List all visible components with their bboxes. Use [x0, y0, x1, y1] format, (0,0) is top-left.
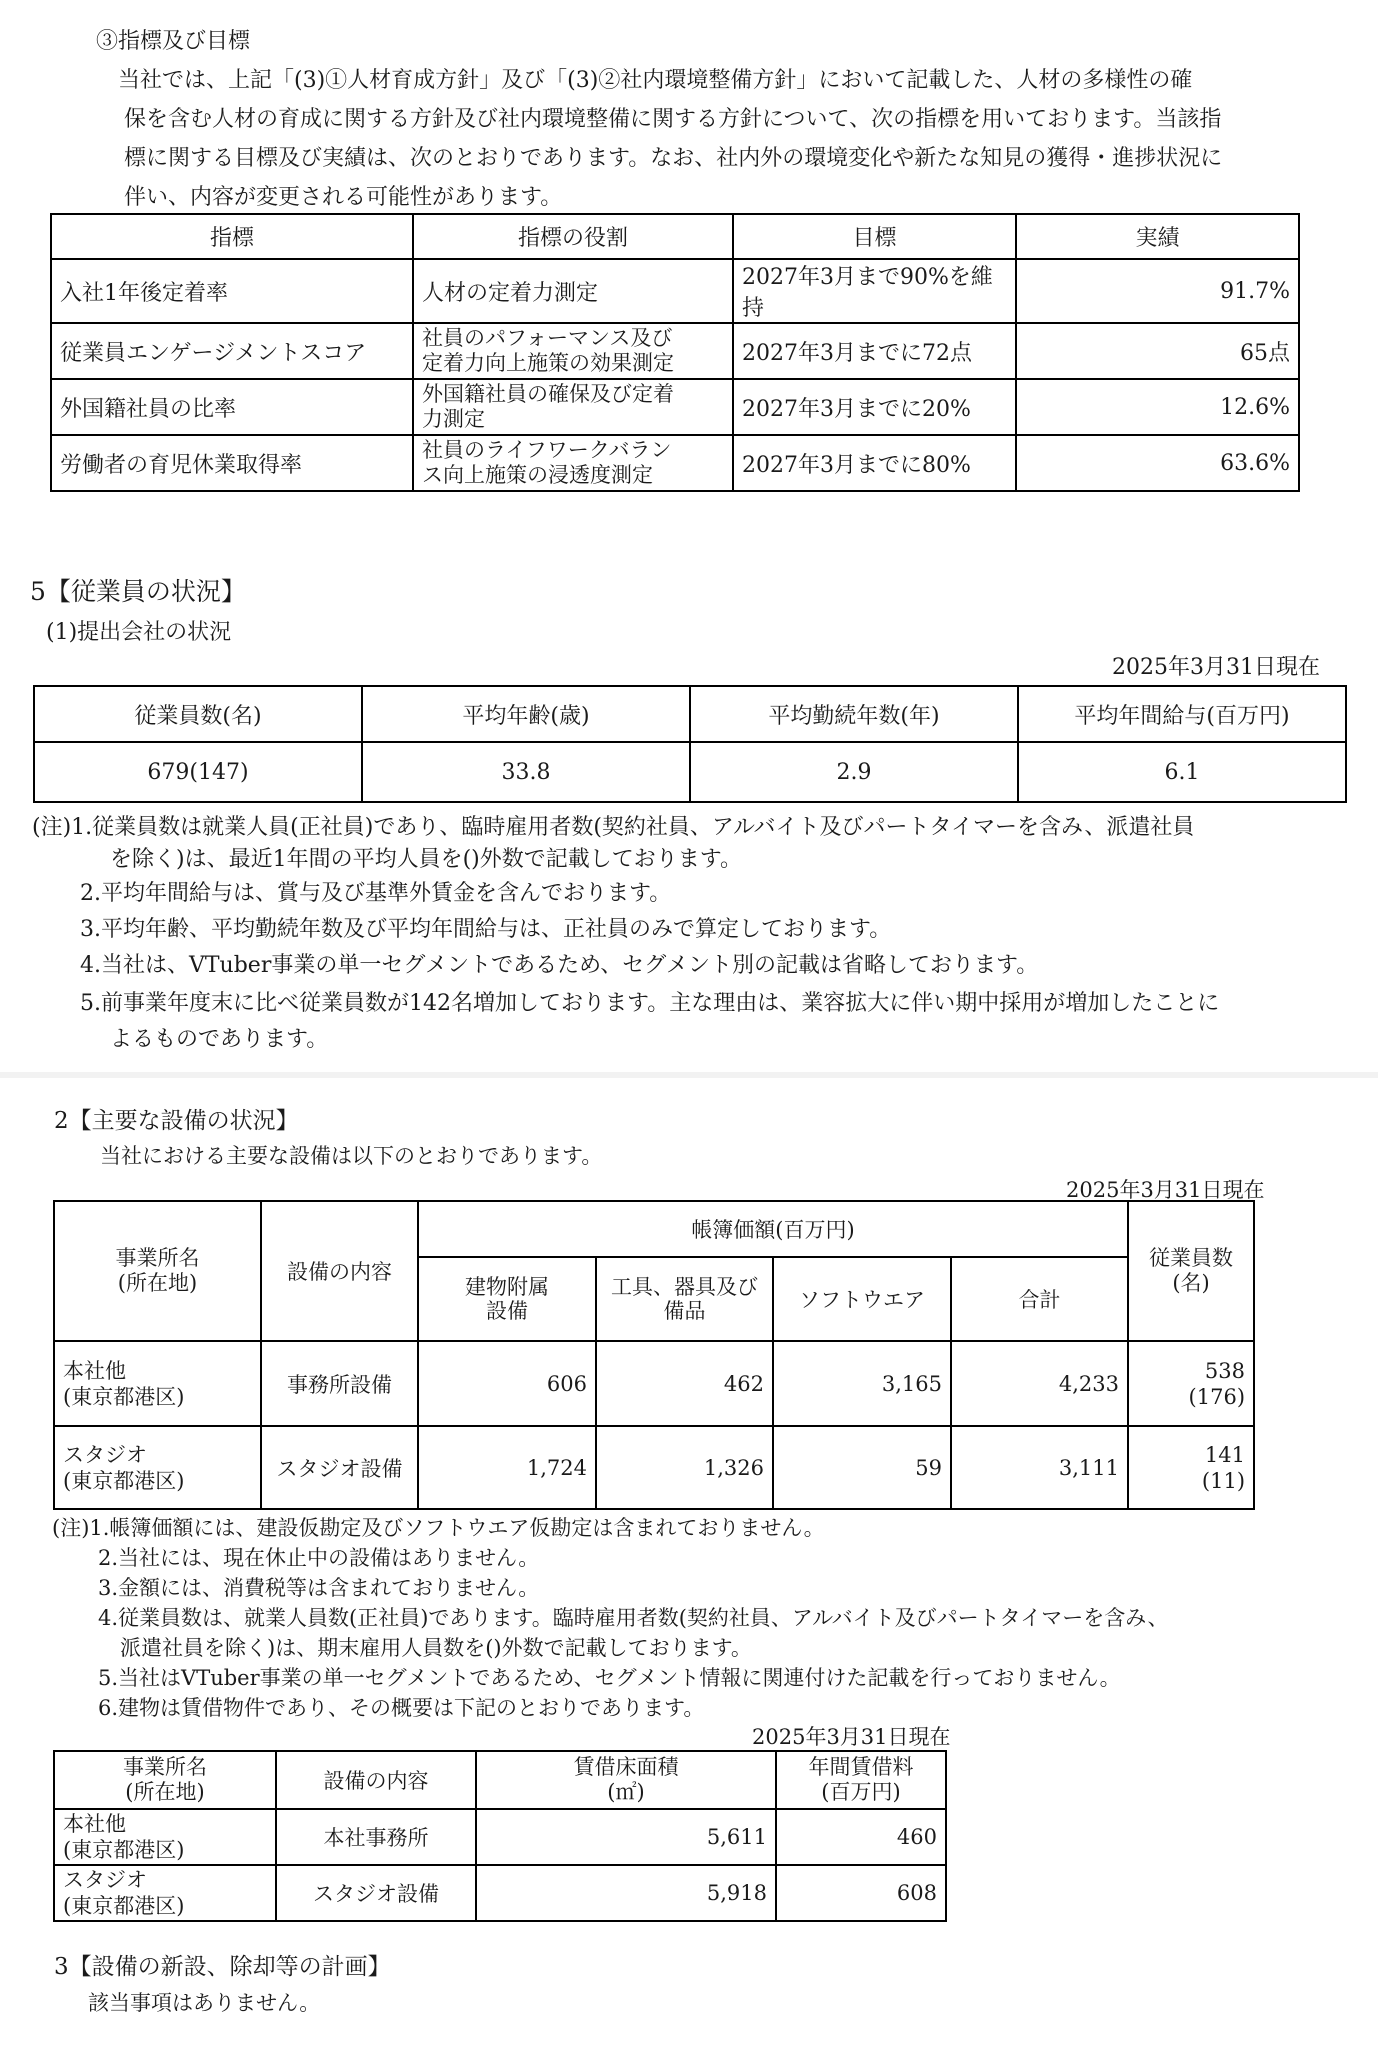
actual-cell: 63.6%: [1016, 435, 1299, 491]
office-cell: [54, 1341, 261, 1426]
header-line: (名): [1172, 1271, 1210, 1295]
lease-table: [53, 1750, 947, 1922]
table-header-row: [54, 1751, 946, 1809]
software-cell: 3,165: [773, 1341, 951, 1426]
note-line: 4.従業員数は、就業人員数(正社員)であります。臨時雇用者数(契約社員、アルバイト及びパートタイマーを含み、: [98, 1606, 1169, 1630]
header-line: 事業所名: [123, 1755, 207, 1779]
employee-cell: [1128, 1341, 1254, 1426]
header-cell: 設備の内容: [276, 1751, 476, 1809]
table-row: [51, 435, 1299, 491]
as-of-date: 2025年3月31日現在: [1112, 655, 1320, 680]
table-header-row: [51, 214, 1299, 259]
office-line: スタジオ: [63, 1442, 147, 1467]
header-line: 備品: [663, 1299, 706, 1323]
header-line: 賃借床面積: [573, 1755, 679, 1779]
header-cell: [476, 1751, 776, 1809]
role-cell: [413, 435, 733, 491]
paragraph-line: 保を含む人材の育成に関する方針及び社内環境整備に関する方針について、次の指標を用いております。当該指: [124, 107, 1222, 132]
table-row: [51, 259, 1299, 323]
employee-line: 141: [1204, 1442, 1246, 1467]
table-header-row: [34, 686, 1346, 742]
target-cell: 2027年3月まで90%を維持: [733, 259, 1016, 323]
rent-cell: 608: [776, 1865, 946, 1921]
intro-text: 当社における主要な設備は以下のとおりであります。: [100, 1144, 603, 1168]
tools-cell: 1,326: [596, 1426, 773, 1509]
office-line: (東京都港区): [63, 1838, 185, 1862]
table-header-row: [54, 1201, 1254, 1257]
header-cell: 指標の役割: [413, 214, 733, 259]
header-cell: 指標: [51, 214, 413, 259]
table-row: [51, 323, 1299, 379]
paragraph-line: 標に関する目標及び実績は、次のとおりであります。なお、社内外の環境変化や新たな知見の獲得・進捗状況に: [124, 146, 1223, 171]
note-line: 3.平均年齢、平均勤続年数及び平均年間給与は、正社員のみで算定しております。: [80, 917, 892, 942]
header-cell: 目標: [733, 214, 1016, 259]
metric-cell: 従業員エンゲージメントスコア: [51, 323, 413, 379]
rent-cell: 460: [776, 1809, 946, 1865]
content-cell: 本社事務所: [276, 1809, 476, 1865]
average-salary-cell: 6.1: [1018, 742, 1346, 802]
tools-cell: 462: [596, 1341, 773, 1426]
header-cell: ソフトウエア: [773, 1257, 951, 1341]
office-line: (東京都港区): [63, 1468, 185, 1493]
header-cell: 従業員数(名): [34, 686, 362, 742]
note-line: よるものであります。: [110, 1027, 329, 1052]
paragraph-line: 当社では、上記「(3)①人材育成方針」及び「(3)②社内環境整備方針」において記載した、人材の多様性の確: [96, 68, 1193, 93]
actual-cell: 12.6%: [1016, 379, 1299, 435]
header-line: (百万円): [821, 1780, 901, 1804]
note-line: 2.当社には、現在休止中の設備はありません。: [98, 1546, 540, 1570]
header-line: (㎡): [607, 1780, 645, 1804]
header-cell: 平均年齢(歳): [362, 686, 690, 742]
office-line: 本社他: [63, 1358, 126, 1383]
target-cell: 2027年3月までに20%: [733, 379, 1016, 435]
content-cell: スタジオ設備: [261, 1426, 418, 1509]
office-cell: [54, 1865, 276, 1921]
header-cell: 帳簿価額(百万円): [418, 1201, 1128, 1257]
header-line: 設備: [486, 1299, 528, 1323]
as-of-date: 2025年3月31日現在: [752, 1725, 951, 1749]
employee-line: 538: [1204, 1358, 1246, 1383]
note-line: 3.金額には、消費税等は含まれておりません。: [98, 1576, 540, 1600]
header-cell: 平均年間給与(百万円): [1018, 686, 1346, 742]
area-cell: 5,918: [476, 1865, 776, 1921]
table-row: [34, 742, 1346, 802]
content-cell: 事務所設備: [261, 1341, 418, 1426]
software-cell: 59: [773, 1426, 951, 1509]
subsection-heading: (1)提出会社の状況: [46, 620, 232, 645]
header-line: (所在地): [125, 1780, 205, 1804]
header-cell: 平均勤続年数(年): [690, 686, 1018, 742]
target-cell: 2027年3月までに72点: [733, 323, 1016, 379]
header-line: (所在地): [117, 1271, 198, 1295]
office-line: (東京都港区): [63, 1894, 185, 1918]
header-cell: [54, 1751, 276, 1809]
metric-cell: 労働者の育児休業取得率: [51, 435, 413, 491]
header-line: 年間賃借料: [808, 1755, 914, 1779]
area-cell: 5,611: [476, 1809, 776, 1865]
role-line: 外国籍社員の確保及び定着: [422, 382, 674, 406]
header-line: 工具、器具及び: [611, 1275, 758, 1299]
office-line: 本社他: [63, 1812, 126, 1836]
role-line: 力測定: [422, 407, 485, 431]
role-line: 社員のライフワークバラン: [422, 438, 672, 462]
office-cell: [54, 1426, 261, 1509]
note-line: を除く)は、最近1年間の平均人員を()外数で記載しております。: [110, 847, 742, 872]
note-line: 6.建物は賃借物件であり、その概要は下記のとおりであります。: [98, 1696, 705, 1720]
employee-line: (11): [1201, 1468, 1246, 1493]
office-line: スタジオ: [63, 1868, 147, 1892]
role-line: ス向上施策の浸透度測定: [422, 463, 653, 487]
role-cell: 人材の定着力測定: [413, 259, 733, 323]
target-cell: 2027年3月までに80%: [733, 435, 1016, 491]
section-heading: 5【従業員の状況】: [30, 577, 246, 606]
metric-cell: 入社1年後定着率: [51, 259, 413, 323]
note-line: 派遣社員を除く)は、期末雇用人員数を()外数で記載しております。: [120, 1636, 752, 1660]
as-of-date: 2025年3月31日現在: [1066, 1178, 1265, 1202]
note-line: 4.当社は、VTuber事業の単一セグメントであるため、セグメント別の記載は省略しております。: [80, 953, 1039, 978]
table-row: [54, 1865, 946, 1921]
header-cell: [54, 1201, 261, 1341]
office-cell: [54, 1809, 276, 1865]
header-cell: [418, 1257, 596, 1341]
table-row: [54, 1426, 1254, 1509]
building-cell: 1,724: [418, 1426, 596, 1509]
section-heading: ③指標及び目標: [96, 29, 251, 54]
table-row: [51, 379, 1299, 435]
average-age-cell: 33.8: [362, 742, 690, 802]
page-separator: [0, 1072, 1378, 1078]
paragraph-line: 伴い、内容が変更される可能性があります。: [124, 185, 563, 210]
actual-cell: 91.7%: [1016, 259, 1299, 323]
office-line: (東京都港区): [63, 1384, 185, 1409]
actual-cell: 65点: [1016, 323, 1299, 379]
body-text: 該当事項はありません。: [88, 1991, 321, 2015]
header-cell: 実績: [1016, 214, 1299, 259]
employee-table: [33, 685, 1347, 803]
note-line: 5.前事業年度末に比べ従業員数が142名増加しております。主な理由は、業容拡大に伴い期中採用が増加したことに: [80, 991, 1220, 1016]
role-line: 社員のパフォーマンス及び: [422, 326, 673, 350]
employee-count-cell: 679(147): [34, 742, 362, 802]
role-cell: [413, 323, 733, 379]
header-line: 建物附属: [465, 1275, 549, 1299]
content-cell: スタジオ設備: [276, 1865, 476, 1921]
metric-cell: 外国籍社員の比率: [51, 379, 413, 435]
note-line: 2.平均年間給与は、賞与及び基準外賃金を含んでおります。: [80, 881, 672, 906]
employee-cell: [1128, 1426, 1254, 1509]
section-heading: 2【主要な設備の状況】: [54, 1108, 299, 1134]
header-cell: 設備の内容: [261, 1201, 418, 1341]
header-cell: [1128, 1201, 1254, 1341]
note-line: (注)1.帳簿価額には、建設仮勘定及びソフトウエア仮勘定は含まれておりません。: [52, 1516, 825, 1540]
role-line: 定着力向上施策の効果測定: [422, 351, 674, 375]
equipment-table: [53, 1200, 1255, 1510]
header-cell: 合計: [951, 1257, 1128, 1341]
metrics-table: [50, 213, 1300, 492]
header-line: 事業所名: [115, 1246, 200, 1270]
total-cell: 3,111: [951, 1426, 1128, 1509]
table-row: [54, 1341, 1254, 1426]
header-cell: [776, 1751, 946, 1809]
building-cell: 606: [418, 1341, 596, 1426]
header-line: 従業員数: [1149, 1246, 1234, 1270]
table-row: [54, 1809, 946, 1865]
header-cell: [596, 1257, 773, 1341]
average-tenure-cell: 2.9: [690, 742, 1018, 802]
total-cell: 4,233: [951, 1341, 1128, 1426]
note-line: (注)1.従業員数は就業人員(正社員)であり、臨時雇用者数(契約社員、アルバイト及びパートタイマーを含み、派遣社員: [32, 815, 1195, 840]
note-line: 5.当社はVTuber事業の単一セグメントであるため、セグメント情報に関連付けた記載を行っておりません。: [98, 1666, 1121, 1690]
employee-line: (176): [1188, 1384, 1246, 1409]
section-heading: 3【設備の新設、除却等の計画】: [54, 1954, 391, 1980]
role-cell: [413, 379, 733, 435]
